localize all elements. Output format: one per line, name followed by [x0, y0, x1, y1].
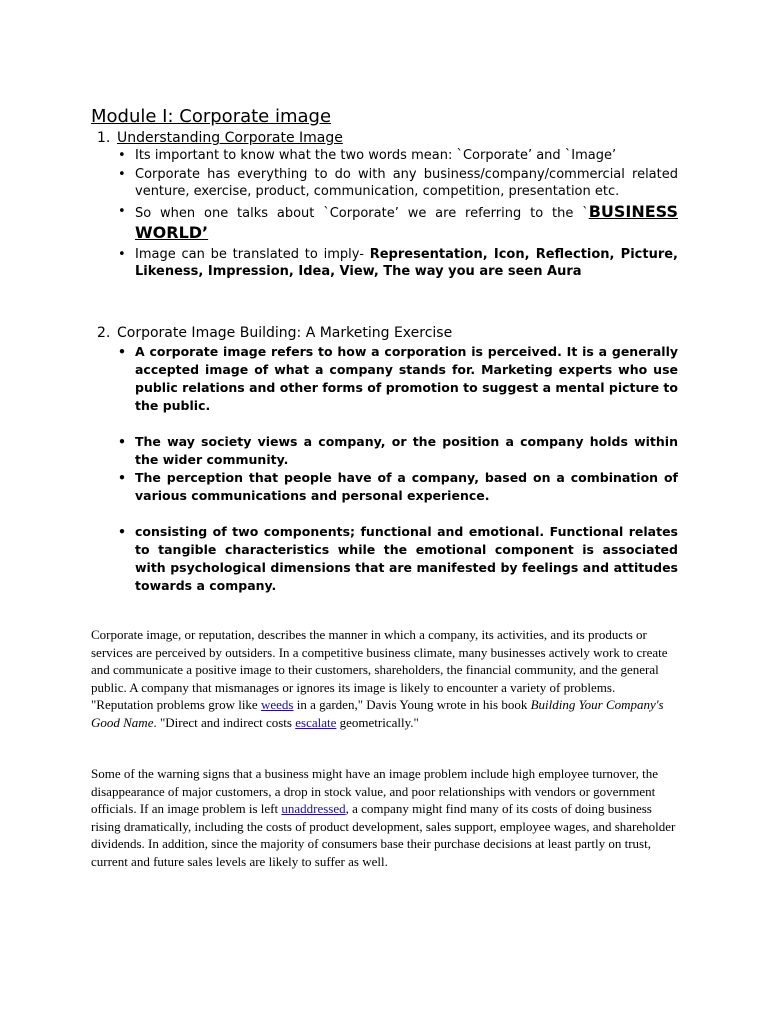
section-1-list	[113, 147, 678, 282]
list-item: • A corporate image refers to how a corporation is perceived. It is a generally accepted image of what a company stands for. Marketing experts who use public relations and other forms of promotion to suggest a mental picture to the public.	[113, 343, 678, 415]
section-2-title: Corporate Image Building: A Marketing Exercise	[117, 325, 453, 341]
section-1-number: 1.	[97, 130, 111, 146]
list-item	[113, 202, 678, 244]
paragraph-text: geometrically."	[336, 714, 419, 730]
list-item-text: So when one talks about `Corporate’ we are referring to the `	[135, 206, 589, 221]
list-item: • The way society views a company, or the position a company holds within the wider community.	[113, 433, 678, 469]
paragraph-text: in a garden," Davis Young wrote in his book	[293, 697, 531, 712]
business-world-emphasis: BUSINESS WORLD’	[135, 202, 678, 242]
list-item: • Corporate has everything to do with any business/company/commercial related venture, exercise, product, communication, competition, presentation etc.	[113, 166, 678, 200]
unaddressed-link[interactable]: unaddressed	[281, 801, 346, 816]
paragraph-text: , a company might find many of its costs of doing business rising dramatically, including the costs of product development, sales support, employee wages, and shareholder dividends. In addition, since the majority of consumers base their purchase decisions at least partly on trust, current and future sales levels are likely to suffer as well.	[91, 801, 676, 869]
paragraph-corporate-image	[91, 626, 677, 731]
list-item: • The perception that people have of a company, based on a combination of various communications and personal experience.	[113, 469, 678, 505]
escalate-link[interactable]: escalate	[295, 714, 337, 730]
list-item	[113, 246, 678, 280]
weeds-link[interactable]: weeds	[260, 697, 294, 712]
image-synonyms: Representation, Icon, Reflection, Picture, Likeness, Impression, Idea, View, The way you are seen Aura	[135, 247, 678, 279]
section-2-heading	[97, 324, 452, 342]
section-2-list	[113, 343, 678, 595]
section-1-heading	[97, 129, 343, 147]
paragraph-text: Corporate image, or reputation, describes the manner in which a company, its activities, and its products or services are perceived by outsiders. In a competitive business climate, many businesses actively work to create and communicate a positive image to their customers, shareholders, the financial community, and the general public. A company that mismanages or ignores its image is likely to encounter a variety of problems. "Reputation problems grow like	[91, 627, 668, 712]
list-item: • Its important to know what the two words mean: `Corporate’ and `Image’	[113, 147, 678, 164]
section-1-title: Understanding Corporate Image	[117, 130, 343, 146]
paragraph-warning-signs	[91, 765, 677, 870]
paragraph-text: . "Direct and indirect costs	[153, 714, 296, 730]
page-title: Module I: Corporate image	[91, 106, 332, 127]
paragraph-text: Some of the warning signs that a business might have an image problem include high employee turnover, the disappearance of major customers, a drop in stock value, and poor relationships with vendors or government officials. If an image problem is left	[91, 766, 659, 816]
list-item: • consisting of two components; functional and emotional. Functional relates to tangible characteristics while the emotional component is associated with psychological dimensions that are manifested by feelings and attitudes towards a company.	[113, 523, 678, 595]
list-item-text: Image can be translated to imply-	[135, 247, 370, 262]
section-2-number: 2.	[97, 325, 111, 341]
book-title: Building Your Company's Good Name	[91, 697, 664, 730]
